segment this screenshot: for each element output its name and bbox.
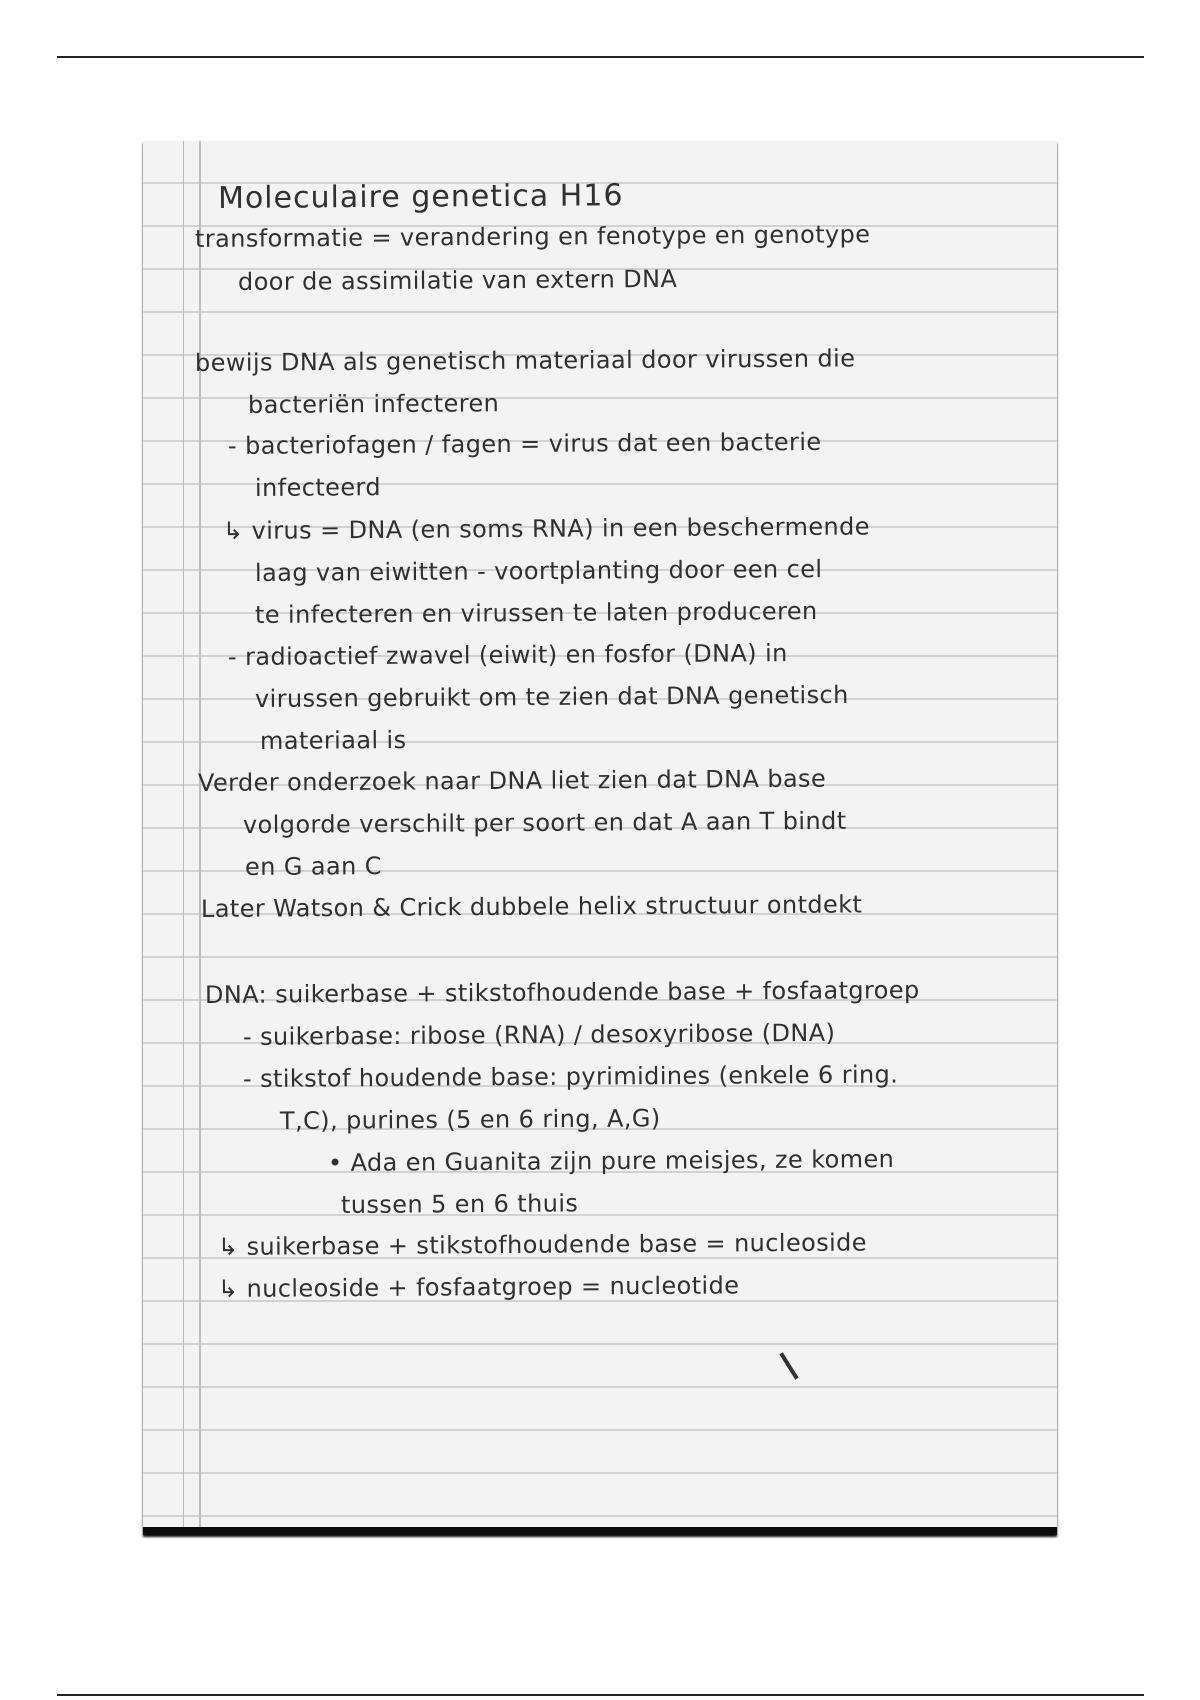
notebook-page <box>143 141 1057 1535</box>
note-line: ↳ suikerbase + stikstofhoudende base = nucleoside <box>217 1228 868 1261</box>
note-line: DNA: suikerbase + stikstofhoudende base + fosfaatgroep <box>204 976 920 1009</box>
note-line: T,C), purines (5 en 6 ring, A,G) <box>279 1104 661 1135</box>
note-line: volgorde verschilt per soort en dat A aan T bindt <box>242 806 847 839</box>
note-line: transformatie = verandering en fenotype en genotype <box>194 220 871 253</box>
note-line: • Ada en Guanita zijn pure meisjes, ze komen <box>327 1145 895 1177</box>
note-line: en G aan C <box>244 852 382 881</box>
note-line: - bacteriofagen / fagen = virus dat een bacterie <box>227 427 822 460</box>
header-rule <box>57 56 1144 58</box>
note-line: virussen gebruikt om te zien dat DNA genetisch <box>254 680 849 713</box>
note-line: bewijs DNA als genetisch materiaal door virussen die <box>194 344 856 377</box>
note-line: door de assimilatie van extern DNA <box>237 264 678 296</box>
page-title: Moleculaire genetica H16 <box>217 178 624 216</box>
note-line: - stikstof houdende base: pyrimidines (enkele 6 ring. <box>242 1060 899 1093</box>
footer-rule <box>57 1694 1144 1696</box>
note-line: - radioactief zwavel (eiwit) en fosfor (DNA) in <box>227 639 788 671</box>
margin-line <box>183 141 184 1535</box>
note-line: Later Watson & Crick dubbele helix structuur ontdekt <box>200 890 863 923</box>
note-line: infecteerd <box>254 473 382 502</box>
note-line: ↳ nucleoside + fosfaatgroep = nucleotide <box>217 1271 740 1303</box>
note-line: - suikerbase: ribose (RNA) / desoxyribose (DNA) <box>242 1018 836 1051</box>
note-line: tussen 5 en 6 thuis <box>340 1189 579 1219</box>
note-line: ↳ virus = DNA (en soms RNA) in een beschermende <box>222 512 870 545</box>
note-line: bacteriën infecteren <box>247 389 500 419</box>
note-line: te infecteren en virussen te laten produceren <box>254 597 818 629</box>
note-line: laag van eiwitten - voortplanting door een cel <box>254 555 823 587</box>
note-line: materiaal is <box>259 725 407 755</box>
pen-mark <box>779 1352 798 1380</box>
note-line: Verder onderzoek naar DNA liet zien dat DNA base <box>197 764 827 797</box>
